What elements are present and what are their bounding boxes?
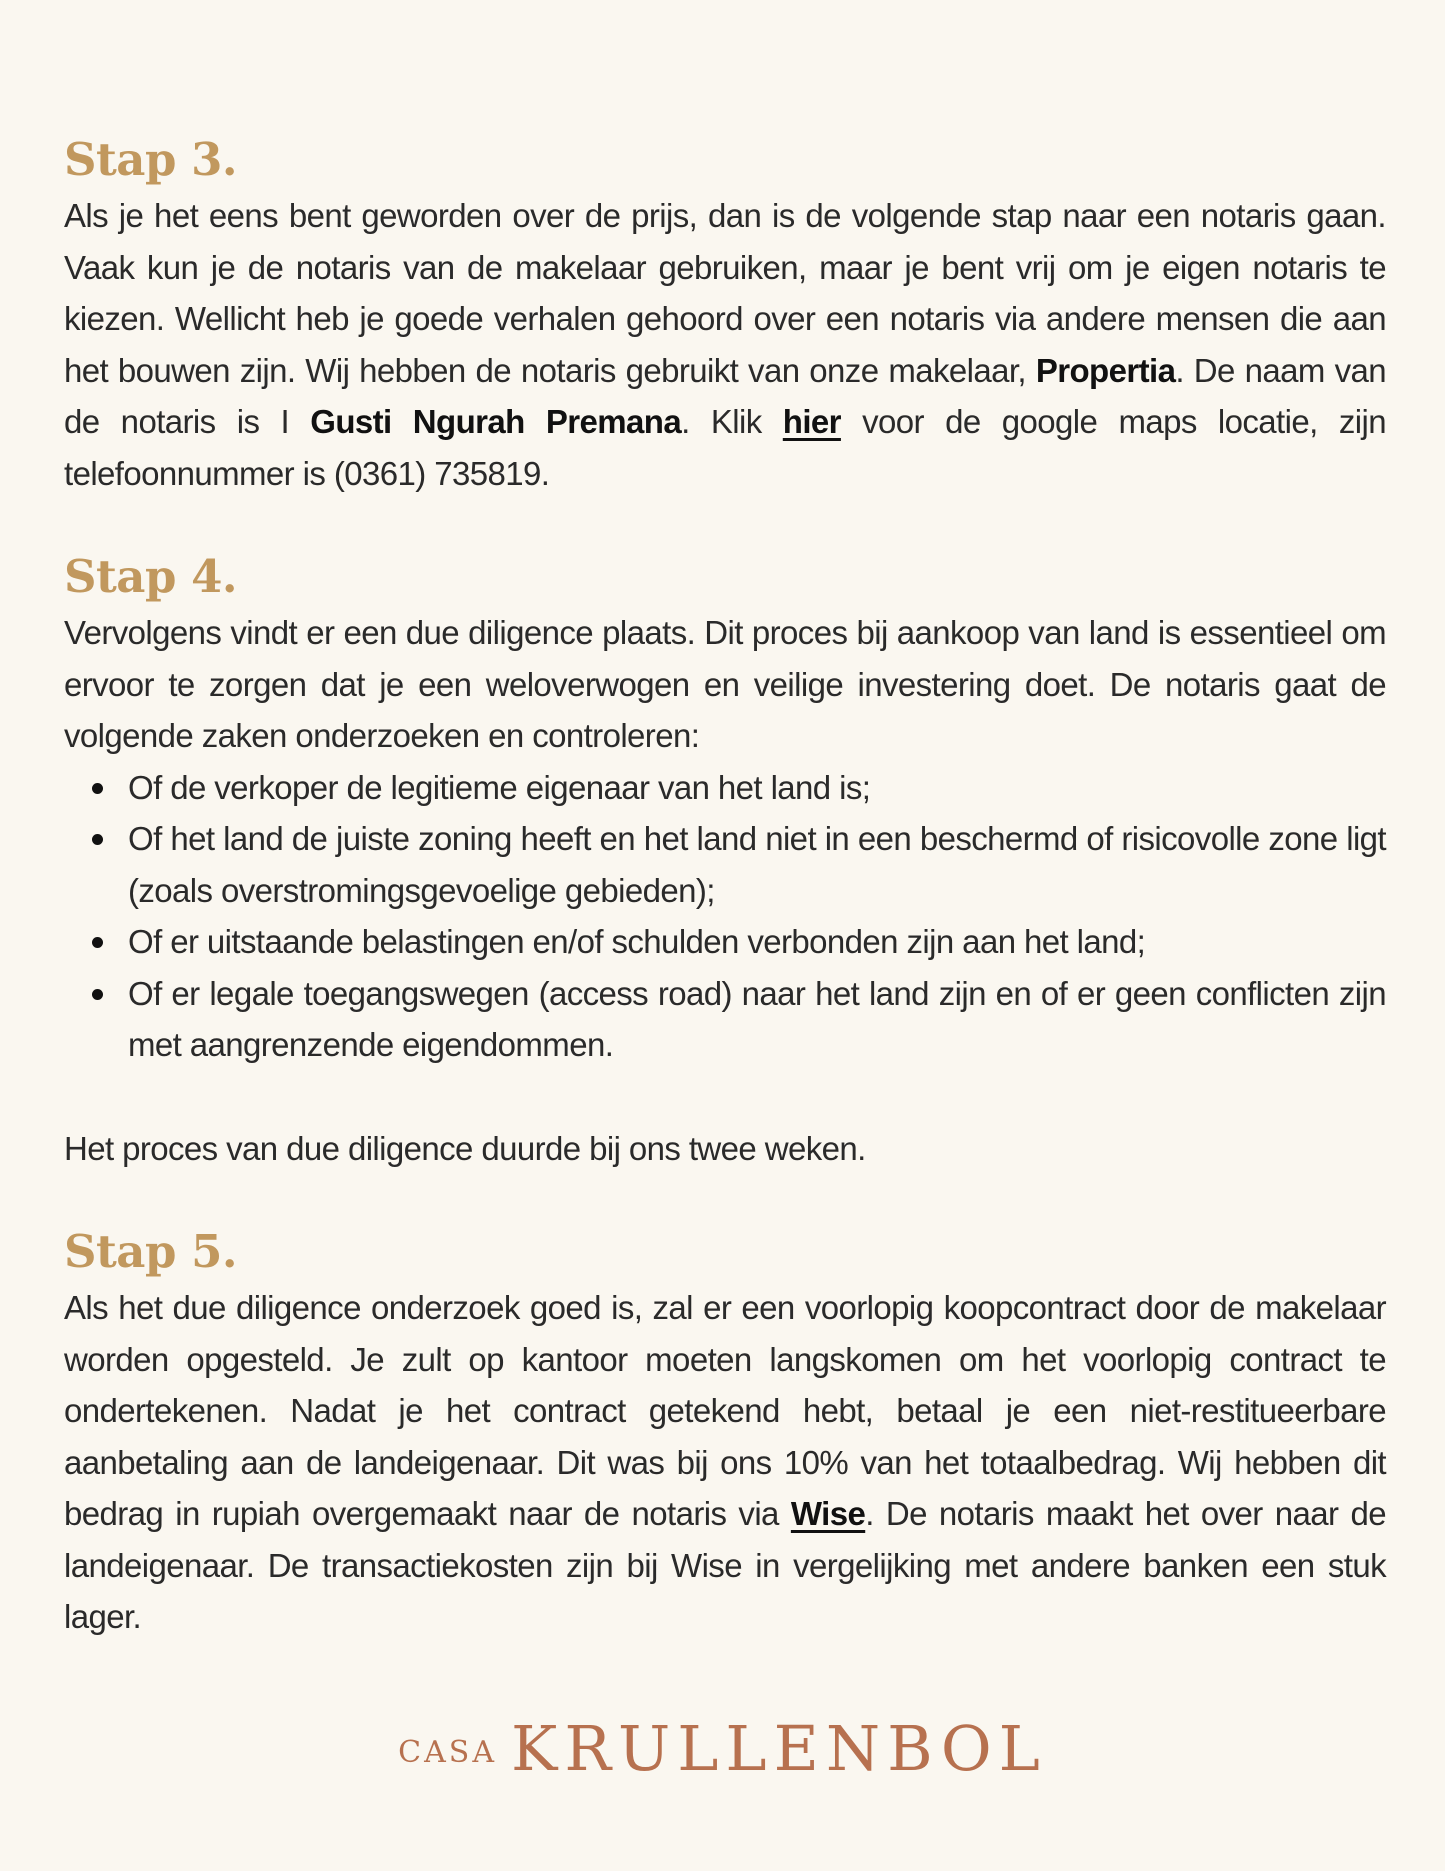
stap-3-heading: Stap 3.: [64, 133, 238, 186]
list-item: Of er uitstaande belastingen en/of schulden verbonden zijn aan het land;: [128, 916, 1386, 968]
document-body: [64, 130, 1386, 1691]
bullet-icon: [92, 937, 103, 948]
logo-casa: CASA: [398, 1735, 497, 1770]
section-stap-5: [64, 1222, 1386, 1643]
section-stap-4: [64, 547, 1386, 1174]
stap-4-heading: Stap 4.: [64, 550, 238, 603]
section-stap-3: [64, 130, 1386, 499]
brand-logo: [0, 1712, 1445, 1785]
stap-3-paragraph: Als je het eens bent geworden over de prijs, dan is de volgende stap naar een notaris gaan. Vaak kun je de notaris van de makelaar gebruiken, maar je bent vrij om je eigen notaris te kiezen. Wellicht heb je goede verhalen gehoord over een notaris via andere mensen die aan het bouwen zijn. Wij hebben de notaris gebruikt van onze makelaar, Propertia. De naam van de notaris is I Gusti Ngurah Premana. Klik hier voor de google maps locatie, zijn telefoonnummer is (0361) 735819.: [64, 197, 1386, 492]
stap-4-intro: Vervolgens vindt er een due diligence plaats. Dit proces bij aankoop van land is essentieel om ervoor te zorgen dat je een weloverwogen en veilige investering doet. De notaris gaat de volgende zaken onderzoeken en controleren:: [64, 614, 1386, 754]
due-diligence-list: [64, 762, 1386, 1071]
notaris-name: Gusti Ngurah Premana: [310, 403, 682, 440]
wise-link[interactable]: Wise: [790, 1495, 866, 1532]
hier-link[interactable]: hier: [782, 403, 841, 440]
stap-5-paragraph: Als het due diligence onderzoek goed is, zal er een voorlopig koopcontract door de makelaar worden opgesteld. Je zult op kantoor moeten langskomen om het voorlopig contract te ondertekenen. Nadat je het contract getekend hebt, betaal je een niet-restitueerbare aanbetaling aan de landeigenaar. Dit was bij ons 10% van het totaalbedrag. Wij hebben dit bedrag in rupiah overgemaakt naar de notaris via Wise. De notaris maakt het over naar de landeigenaar. De transactiekosten zijn bij Wise in vergelijking met andere banken een stuk lager.: [64, 1289, 1386, 1635]
bullet-icon: [92, 783, 103, 794]
logo-krullenbol: KRULLENBOL: [511, 1712, 1047, 1785]
bullet-icon: [92, 834, 103, 845]
stap-4-outro: Het proces van due diligence duurde bij ons twee weken.: [64, 1129, 866, 1167]
stap-5-heading: Stap 5.: [64, 1225, 238, 1278]
propertia-name: Propertia: [1035, 351, 1176, 389]
list-item: Of er legale toegangswegen (access road) naar het land zijn en of er geen conflicten zijn met aangrenzende eigendommen.: [128, 968, 1386, 1071]
list-item: Of de verkoper de legitieme eigenaar van het land is;: [128, 762, 1386, 814]
bullet-icon: [92, 989, 103, 1000]
list-item: Of het land de juiste zoning heeft en het land niet in een beschermd of risicovolle zone ligt (zoals overstromingsgevoelige gebieden);: [128, 813, 1386, 916]
